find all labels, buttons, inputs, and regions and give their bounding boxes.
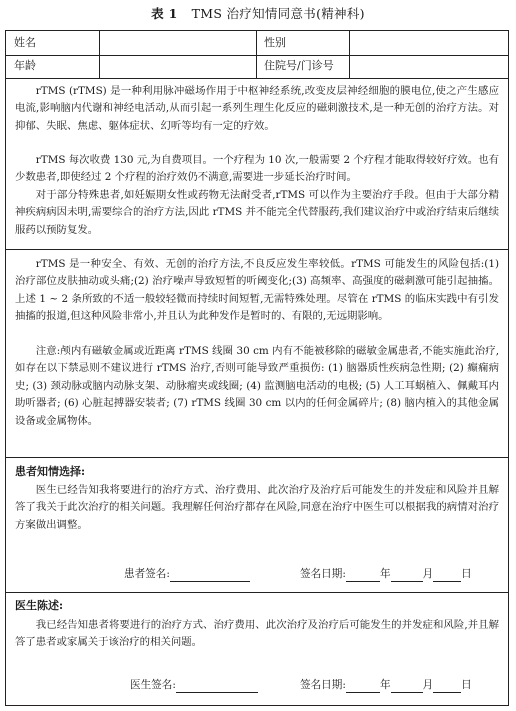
column-divider xyxy=(99,31,100,78)
doctor-date-row xyxy=(300,677,472,693)
patient-date-row xyxy=(300,566,472,582)
patient-consent-text: 医生已经告知我将要进行的治疗方式、治疗费用、此次治疗及治疗后可能发生的并发症和风险并且解答了我关于此次治疗的相关问题。我理解任何治疗都存在风险,同意在治疗中医生可以根据我的病情对治疗方案做出调整。 xyxy=(15,484,499,531)
patient-date-month-field[interactable] xyxy=(391,569,423,582)
patient-signature-row xyxy=(124,566,250,582)
age-label: 年龄 xyxy=(14,59,36,72)
doctor-date-day-field[interactable] xyxy=(433,680,461,693)
section-divider xyxy=(6,78,508,79)
month-unit: 月 xyxy=(422,679,434,691)
age-field[interactable] xyxy=(104,56,252,77)
table-number: 表 1 xyxy=(151,6,178,21)
name-field[interactable] xyxy=(104,32,252,53)
id-label: 住院号/门诊号 xyxy=(264,59,334,72)
section-divider xyxy=(6,249,508,250)
id-field[interactable] xyxy=(354,56,504,77)
patient-consent-heading: 患者知情选择: xyxy=(15,465,86,478)
title-text: TMS 治疗知情同意书(精神科) xyxy=(191,6,365,21)
section-divider xyxy=(6,457,508,458)
doctor-statement-heading: 医生陈述: xyxy=(15,599,64,612)
risk-paragraph: rTMS 是一种安全、有效、无创的治疗方法,不良反应发生率较低。rTMS 可能发生的风险包括:(1) 治疗部位皮肤抽动或头痛;(2) 治疗噪声导致短暂的听阈变化;(3) 高频率、高强度的磁刺激可能引起抽搐。上述 1 ~ 2 条所致的不适一般较轻微而持续时间短暂,无需特殊处理。尽管在 rTMS 的临床实践中有引发抽搐的报道,但这种风险非常小,并且认为此种发作是暂时的、有限的,无远期影响。 xyxy=(15,258,499,323)
column-divider xyxy=(256,31,257,78)
name-label: 姓名 xyxy=(14,36,36,49)
intro-paragraph-1: rTMS (rTMS) 是一种利用脉冲磁场作用于中枢神经系统,改变皮层神经细胞的膜电位,使之产生感应电流,影响脑内代谢和神经电活动,从而引起一系列生理生化反应的磁刺激技术,是一种无创的治疗方法。对抑郁、失眠、焦虑、躯体症状、幻听等均有一定的疗效。 xyxy=(15,85,499,132)
patient-sign-label: 患者签名: xyxy=(124,568,170,580)
doctor-date-month-field[interactable] xyxy=(391,680,423,693)
patient-signature-line[interactable] xyxy=(170,569,250,582)
patient-date-label: 签名日期: xyxy=(300,568,346,580)
intro-paragraph-2: rTMS 每次收费 130 元,为自费项目。一个疗程为 10 次,一般需要 2 个疗程才能取得较好疗效。也有少数患者,即使经过 2 个疗程的治疗效仍不满意,需要进一步延长治疗时间。 xyxy=(15,154,499,184)
patient-date-year-field[interactable] xyxy=(346,569,380,582)
day-unit: 日 xyxy=(461,568,472,580)
gender-label: 性别 xyxy=(264,36,286,49)
form-title xyxy=(0,5,516,23)
doctor-signature-line[interactable] xyxy=(176,680,258,693)
gender-field[interactable] xyxy=(354,32,504,53)
column-divider xyxy=(349,31,350,78)
day-unit: 日 xyxy=(461,679,472,691)
consent-form-frame xyxy=(5,30,509,706)
doctor-sign-label: 医生签名: xyxy=(130,679,176,691)
doctor-date-year-field[interactable] xyxy=(346,680,380,693)
patient-date-day-field[interactable] xyxy=(433,569,461,582)
doctor-statement-text: 我已经告知患者将要进行的治疗方式、治疗费用、此次治疗及治疗后可能发生的并发症和风险,并且解答了患者或家属关于该治疗的相关问题。 xyxy=(15,619,499,649)
contraindication-paragraph: 注意:颅内有磁敏金属或近距离 rTMS 线圈 30 cm 内有不能被移除的磁敏金属患者,不能实施此治疗,如存在以下禁忌则不建议进行 rTMS 治疗,否则可能导致严重损伤: (1) 脑器质性疾病急性期; (2) 癫痫病史; (3) 颈动脉或脑内动脉支架、动脉瘤夹或线圈; (4) 监测脑电活动的电极; (5) 人工耳蜗植入、佩戴耳内助听器者; (6) 心脏起搏器安装者; (7) rTMS 线圈 30 cm 以内的任何金属碎片; (8) 脑内植入的其他金属设备或金属物体。 xyxy=(15,345,499,427)
year-unit: 年 xyxy=(379,679,391,691)
doctor-date-label: 签名日期: xyxy=(300,679,346,691)
year-unit: 年 xyxy=(379,568,391,580)
month-unit: 月 xyxy=(422,568,434,580)
intro-paragraph-3: 对于部分特殊患者,如妊娠期女性或药物无法耐受者,rTMS 可以作为主要治疗手段。但由于大部分精神疾病病因未明,需要综合的治疗方法,因此 rTMS 并不能完全代替服药,我们建议治疗中或治疗结束后继续服药以预防复发。 xyxy=(15,189,499,236)
doctor-signature-row xyxy=(130,677,258,693)
section-divider xyxy=(6,592,508,593)
